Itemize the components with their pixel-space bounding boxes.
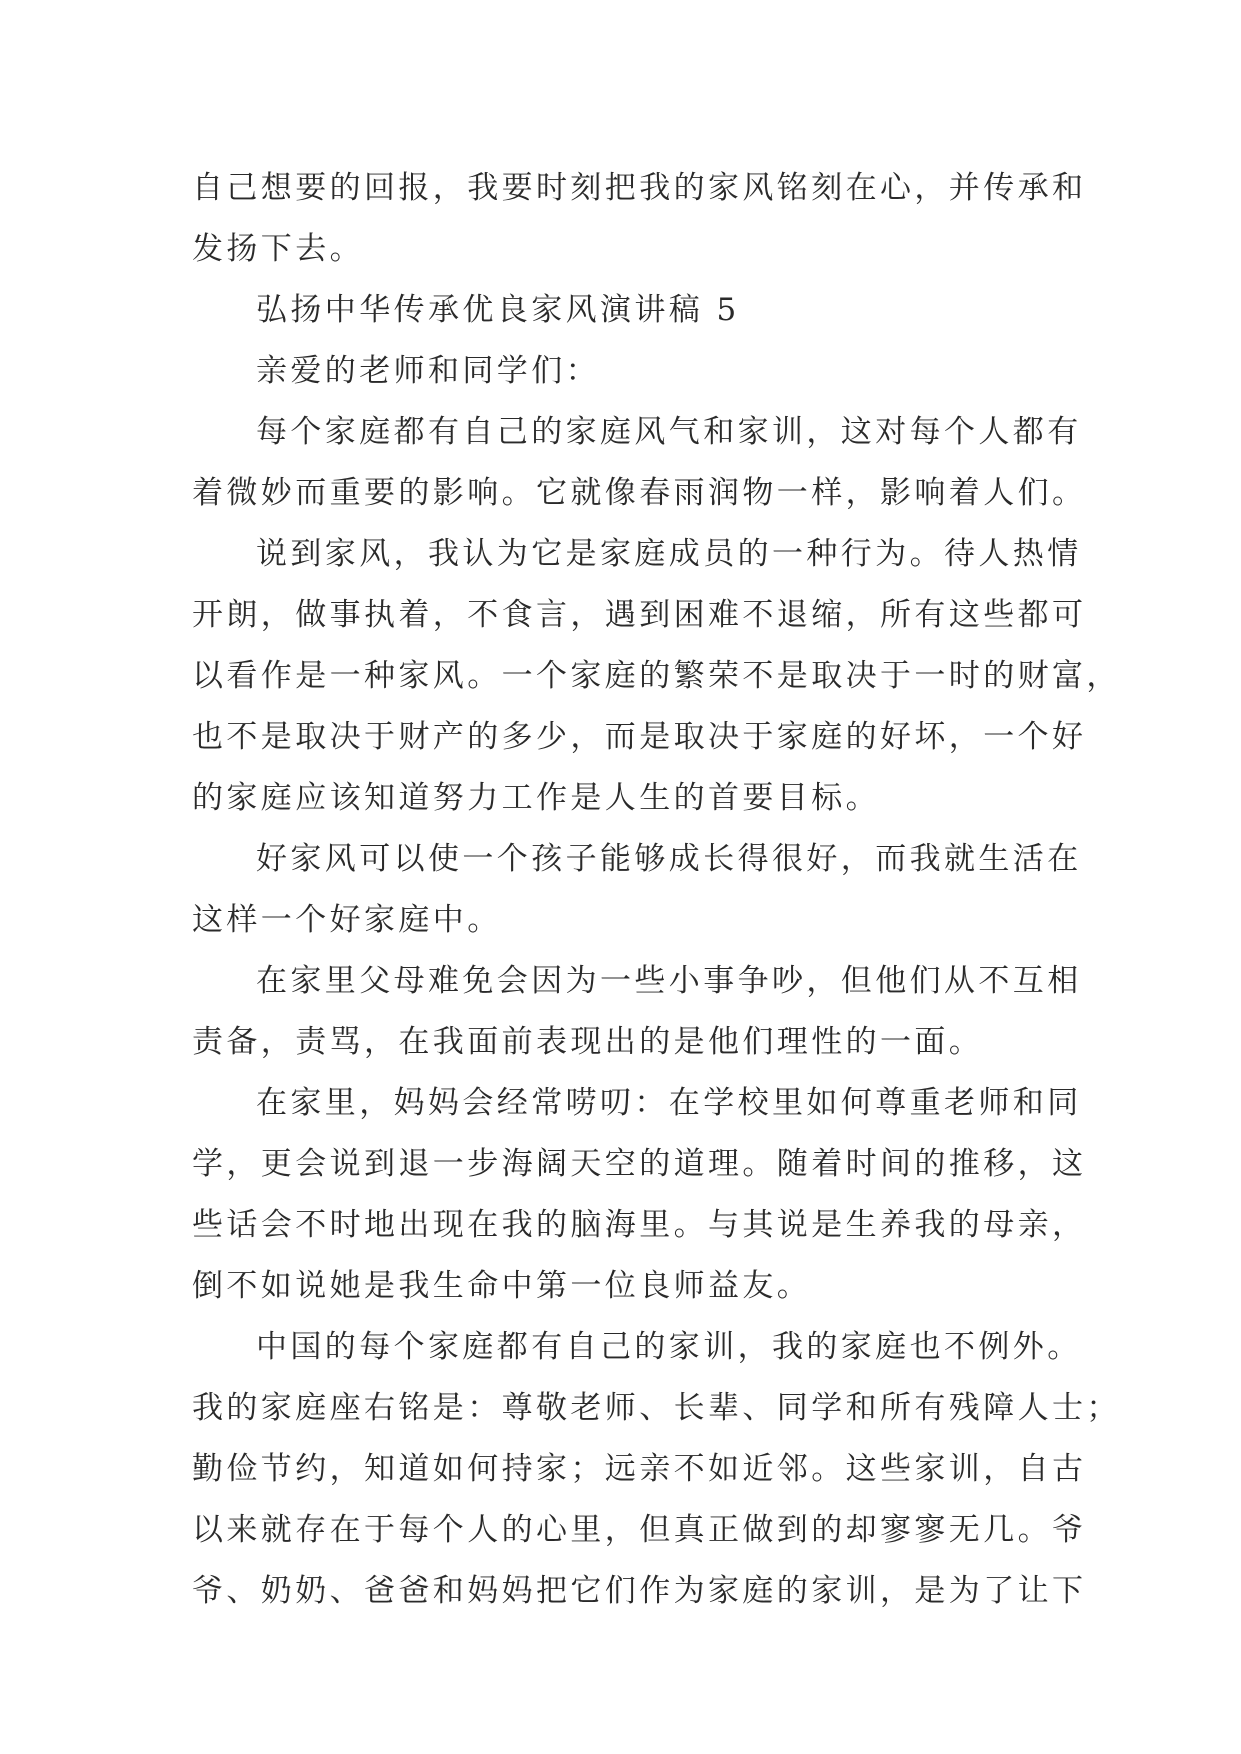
text-line: 自己想要的回报，我要时刻把我的家风铭刻在心，并传承和 [192,170,1087,206]
text-line: 我的家庭座右铭是：尊敬老师、长辈、同学和所有残障人士； [192,1390,1121,1426]
section-title: 弘扬中华传承优良家风演讲稿 5 [256,292,740,328]
text-line: 也不是取决于财产的多少，而是取决于家庭的好坏，一个好 [192,719,1087,755]
salutation: 亲爱的老师和同学们： [256,353,600,389]
text-line: 发扬下去。 [192,231,364,267]
text-line: 这样一个好家庭中。 [192,902,502,938]
text-line: 说到家风，我认为它是家庭成员的一种行为。待人热情 [256,536,1082,572]
text-line: 责备，责骂，在我面前表现出的是他们理性的一面。 [192,1024,984,1060]
text-line: 中国的每个家庭都有自己的家训，我的家庭也不例外。 [256,1329,1082,1365]
text-line: 好家风可以使一个孩子能够成长得很好，而我就生活在 [256,841,1082,877]
text-line: 以看作是一种家风。一个家庭的繁荣不是取决于一时的财富， [192,658,1121,694]
text-line: 倒不如说她是我生命中第一位良师益友。 [192,1268,812,1304]
text-line: 以来就存在于每个人的心里，但真正做到的却寥寥无几。爷 [192,1512,1087,1548]
text-line: 的家庭应该知道努力工作是人生的首要目标。 [192,780,880,816]
text-line: 爷、奶奶、爸爸和妈妈把它们作为家庭的家训，是为了让下 [192,1573,1087,1609]
text-line: 每个家庭都有自己的家庭风气和家训，这对每个人都有 [256,414,1082,450]
text-line: 勤俭节约，知道如何持家；远亲不如近邻。这些家训，自古 [192,1451,1087,1487]
text-line: 学，更会说到退一步海阔天空的道理。随着时间的推移，这 [192,1146,1087,1182]
text-line: 着微妙而重要的影响。它就像春雨润物一样，影响着人们。 [192,475,1087,511]
text-line: 在家里，妈妈会经常唠叨：在学校里如何尊重老师和同 [256,1085,1082,1121]
text-line: 些话会不时地出现在我的脑海里。与其说是生养我的母亲， [192,1207,1087,1243]
text-line: 在家里父母难免会因为一些小事争吵，但他们从不互相 [256,963,1082,999]
text-line: 开朗，做事执着，不食言，遇到困难不退缩，所有这些都可 [192,597,1087,633]
document-body [192,158,1121,1622]
